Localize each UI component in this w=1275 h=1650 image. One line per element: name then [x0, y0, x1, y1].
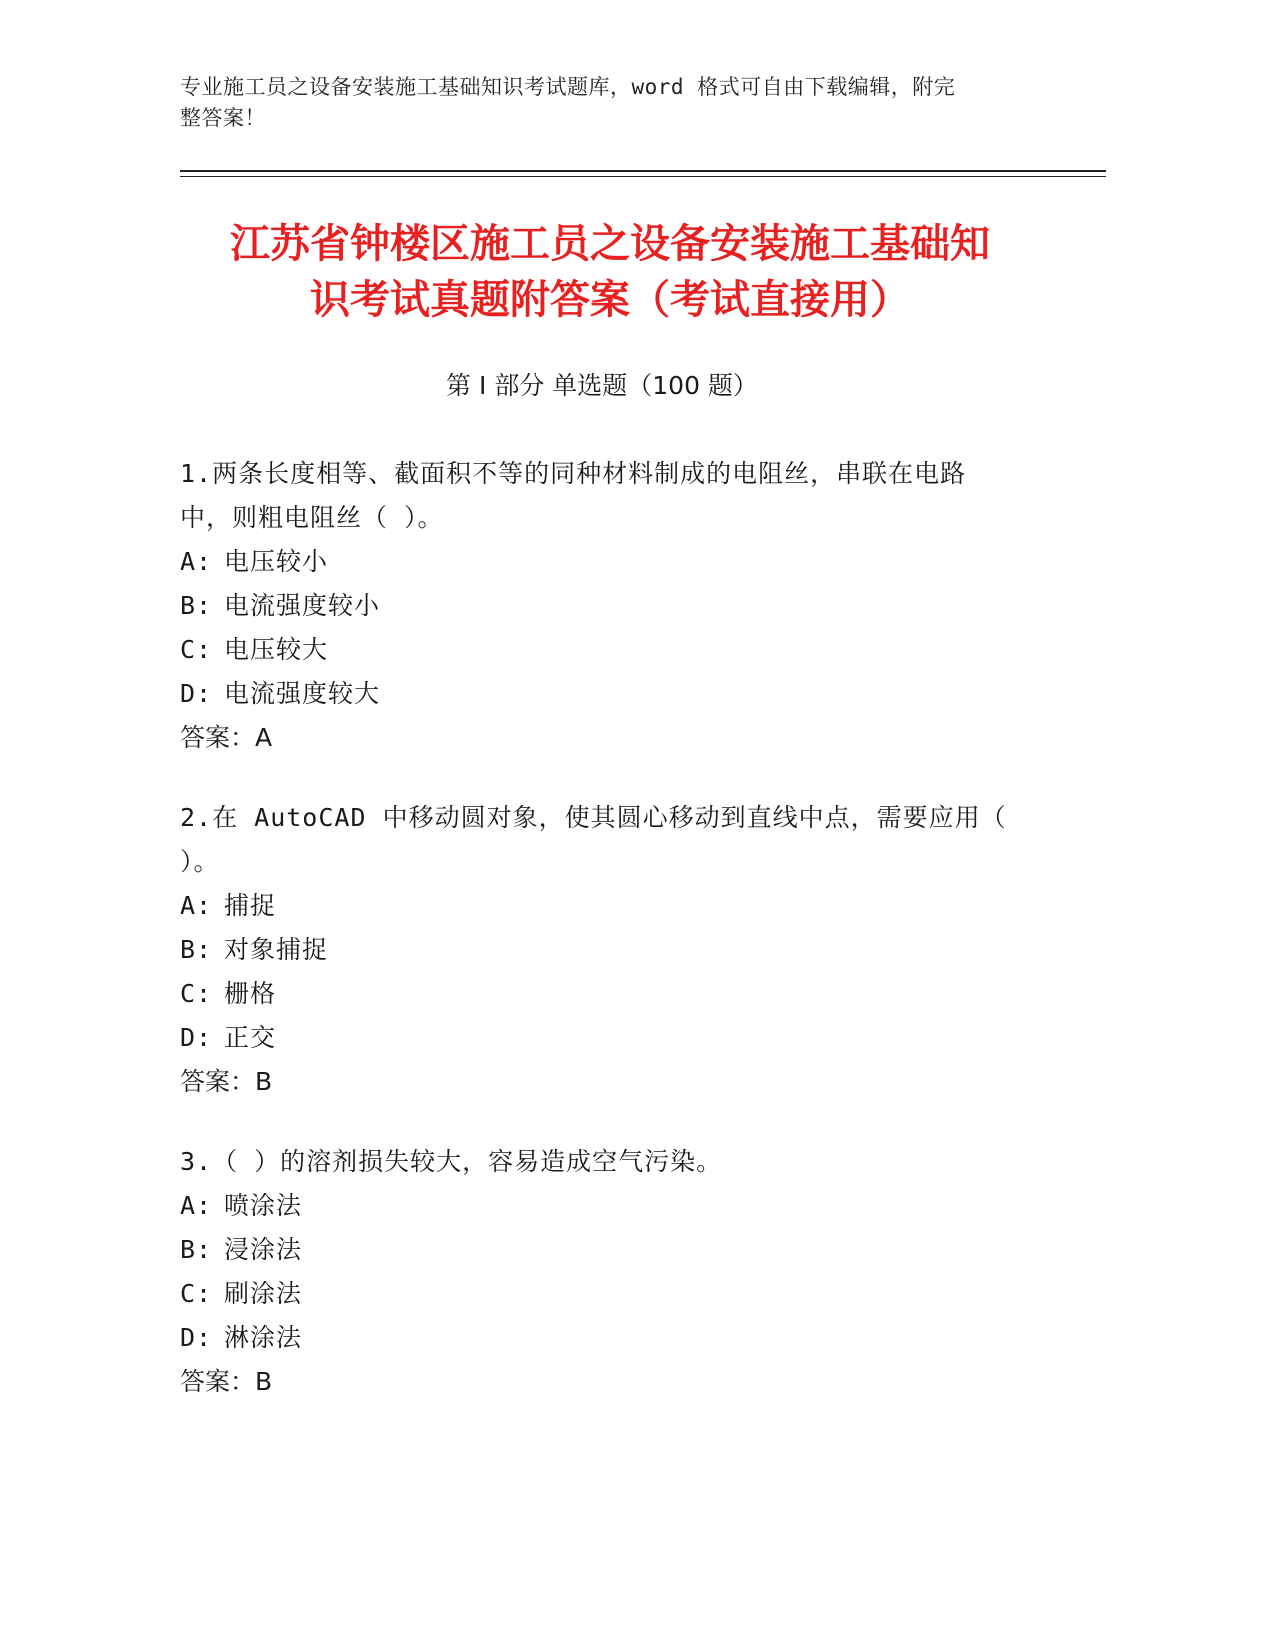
option-text: 对象捕捉: [224, 935, 329, 964]
question-3: [180, 1140, 1030, 1404]
answer-label: 答案：: [180, 723, 256, 752]
section-heading: 第 I 部分 单选题（100 题）: [446, 371, 758, 400]
header-divider-thin: [180, 176, 1106, 177]
option-letter: A:: [180, 547, 213, 576]
answer-value: B: [255, 1367, 273, 1396]
option-letter: D:: [180, 1023, 213, 1052]
option-letter: B:: [180, 935, 213, 964]
option-d: [180, 672, 1030, 716]
question-stem-continued: 中，则粗电阻丝（ ）。: [180, 503, 444, 532]
answer-line: [180, 1060, 1030, 1104]
document-title-line-2: 识考试真题附答案（考试直接用）: [310, 277, 910, 323]
answer-label: 答案：: [180, 1067, 256, 1096]
question-stem: 1.两条长度相等、截面积不等的同种材料制成的电阻丝，串联在电路: [180, 459, 967, 488]
option-text: 正交: [224, 1023, 277, 1052]
header-divider-thick: [180, 170, 1106, 172]
option-b: [180, 584, 1030, 628]
option-b: [180, 1228, 1030, 1272]
answer-value: A: [255, 723, 273, 752]
question-list: [180, 452, 1030, 1440]
question-stem-continued: ）。: [180, 847, 220, 876]
option-letter: A:: [180, 891, 213, 920]
option-text: 浸涂法: [224, 1235, 303, 1264]
question-2: [180, 796, 1030, 1104]
question-stem: 2.在 AutoCAD 中移动圆对象，使其圆心移动到直线中点，需要应用（: [180, 803, 1007, 832]
option-text: 刷涂法: [224, 1279, 303, 1308]
option-letter: C:: [180, 635, 213, 664]
option-letter: D:: [180, 1323, 213, 1352]
option-letter: C:: [180, 979, 213, 1008]
option-letter: B:: [180, 1235, 213, 1264]
option-text: 喷涂法: [224, 1191, 303, 1220]
question-stem: 3.（ ）的溶剂损失较大，容易造成空气污染。: [180, 1147, 723, 1176]
option-letter: A:: [180, 1191, 213, 1220]
question-1: [180, 452, 1030, 760]
answer-line: [180, 1360, 1030, 1404]
option-text: 淋涂法: [224, 1323, 303, 1352]
header-note-line-1: 专业施工员之设备安装施工基础知识考试题库，word 格式可自由下载编辑，附完: [180, 75, 956, 99]
option-text: 捕捉: [224, 891, 277, 920]
option-text: 电流强度较大: [224, 679, 381, 708]
document-title-line-1: 江苏省钟楼区施工员之设备安装施工基础知: [230, 221, 990, 267]
answer-line: [180, 716, 1030, 760]
option-b: [180, 928, 1030, 972]
option-a: [180, 1184, 1030, 1228]
option-d: [180, 1316, 1030, 1360]
option-letter: D:: [180, 679, 213, 708]
option-letter: B:: [180, 591, 213, 620]
option-text: 电压较小: [224, 547, 329, 576]
option-c: [180, 1272, 1030, 1316]
option-c: [180, 972, 1030, 1016]
answer-label: 答案：: [180, 1367, 256, 1396]
option-text: 电流强度较小: [224, 591, 381, 620]
header-note: [180, 72, 1040, 134]
option-text: 栅格: [224, 979, 277, 1008]
document-title: [160, 216, 1060, 328]
option-a: [180, 540, 1030, 584]
header-note-line-2: 整答案！: [180, 106, 266, 130]
option-text: 电压较大: [224, 635, 329, 664]
answer-value: B: [255, 1067, 273, 1096]
option-a: [180, 884, 1030, 928]
option-letter: C:: [180, 1279, 213, 1308]
option-c: [180, 628, 1030, 672]
option-d: [180, 1016, 1030, 1060]
